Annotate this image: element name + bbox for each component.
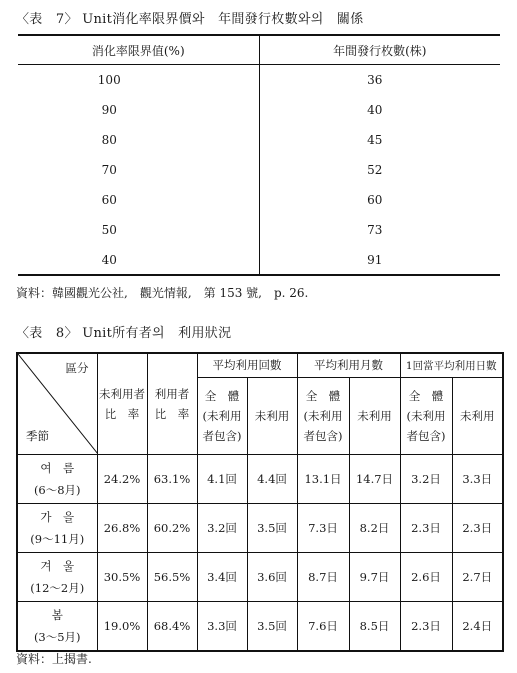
table8-cell: 8.5日 <box>349 602 400 652</box>
table8 <box>16 352 504 652</box>
table8-cell: 19.0% <box>97 602 147 652</box>
table8-corner-bottom: 季節 <box>26 429 49 443</box>
season-months: (9～11月) <box>30 532 85 546</box>
table-row <box>18 155 500 185</box>
table8-cell: 2.3日 <box>452 504 503 553</box>
table8-cell: 3.5回 <box>247 504 297 553</box>
table8-cell: 8.2日 <box>349 504 400 553</box>
table7-cell: 91 <box>259 245 500 275</box>
sub-all-l1: 全 體 <box>408 388 444 403</box>
table-row <box>17 504 503 553</box>
table8-caption: 〈表 8〉 Unit所有者의 利用狀況 <box>16 326 232 341</box>
table8-group-avg-count: 平均利用回數 <box>197 353 297 377</box>
table8-cell: 8.7日 <box>297 553 349 602</box>
table8-cell: 7.6日 <box>297 602 349 652</box>
table8-cell: 13.1日 <box>297 455 349 504</box>
table8-cell: 3.3日 <box>452 455 503 504</box>
season-cell <box>17 602 97 652</box>
table7-cell: 73 <box>259 215 500 245</box>
table7-cell: 50 <box>101 223 117 237</box>
table8-cell: 2.6日 <box>400 553 452 602</box>
table8-cell: 26.8% <box>97 504 147 553</box>
season-cell <box>17 553 97 602</box>
season-name: 봄 <box>51 608 63 622</box>
table8-header-unused-l1: 未利用者 <box>99 387 145 401</box>
season-cell <box>17 504 97 553</box>
season-name: 가 을 <box>40 510 75 524</box>
table8-cell: 9.7日 <box>349 553 400 602</box>
table7-source: 資料：韓國觀光公社, 觀光情報, 第 153 號, p. 26. <box>16 286 309 300</box>
table-row <box>18 125 500 155</box>
table8-cell: 56.5% <box>147 553 197 602</box>
table7-cell: 70 <box>101 163 117 177</box>
table7-caption: 〈表 7〉 Unit消化率限界價와 年間發行枚數와의 關係 <box>16 12 364 27</box>
table7-header-count: 年間發行枚數(株) <box>259 35 500 65</box>
table-row <box>17 602 503 652</box>
table-row <box>18 95 500 125</box>
sub-all-l1: 全 體 <box>204 388 240 403</box>
table8-cell: 3.4回 <box>197 553 247 602</box>
table8-sub-unused: 未利用 <box>247 377 297 454</box>
table8-cell: 3.5回 <box>247 602 297 652</box>
table-row <box>18 65 500 96</box>
table8-header-used-l2: 比 率 <box>154 407 190 421</box>
table-row <box>17 553 503 602</box>
table-row <box>18 245 500 275</box>
table7-cell: 52 <box>259 155 500 185</box>
table8-header-unused-l2: 比 率 <box>104 407 140 421</box>
table-row <box>18 215 500 245</box>
table7-cell: 60 <box>259 185 500 215</box>
table8-cell: 2.4日 <box>452 602 503 652</box>
table-row <box>18 185 500 215</box>
table8-cell: 3.6回 <box>247 553 297 602</box>
season-months: (12～2月) <box>30 581 85 595</box>
table7-cell: 40 <box>259 95 500 125</box>
table8-cell: 3.3回 <box>197 602 247 652</box>
table8-group-avg-days: 1回當平均利用日數 <box>400 353 503 377</box>
table8-header-used-l1: 利用者 <box>154 387 190 401</box>
table8-sub-unused: 未利用 <box>349 377 400 454</box>
table7-header-row <box>18 35 500 65</box>
table8-cell: 30.5% <box>97 553 147 602</box>
sub-all-l2: (未利用 <box>202 408 242 423</box>
table8-header-unused-ratio <box>97 353 147 455</box>
table8-cell: 7.3日 <box>297 504 349 553</box>
table8-cell: 4.1回 <box>197 455 247 504</box>
table7-cell: 100 <box>97 73 121 87</box>
table8-corner-top: 區分 <box>65 361 89 375</box>
table8-cell: 68.4% <box>147 602 197 652</box>
table8-cell: 3.2回 <box>197 504 247 553</box>
table8-cell: 24.2% <box>97 455 147 504</box>
season-months: (3～5月) <box>33 630 81 644</box>
table-row <box>17 455 503 504</box>
sub-all-l3: 者包含) <box>202 428 242 443</box>
table8-corner-cell <box>17 353 97 455</box>
table8-cell: 63.1% <box>147 455 197 504</box>
table8-source: 資料：上揭書. <box>16 652 92 666</box>
table8-cell: 3.2日 <box>400 455 452 504</box>
table8-cell: 14.7日 <box>349 455 400 504</box>
table8-sub-unused: 未利用 <box>452 377 503 454</box>
table7-cell: 80 <box>101 133 117 147</box>
table8-sub-all <box>400 377 452 454</box>
table8-cell: 2.3日 <box>400 504 452 553</box>
table7-cell: 40 <box>18 245 259 275</box>
table7-cell: 90 <box>101 103 117 117</box>
table8-sub-all <box>297 377 349 454</box>
table8-group-avg-months: 平均利用月數 <box>297 353 400 377</box>
table8-sub-all <box>197 377 247 454</box>
table7-cell: 36 <box>259 65 500 96</box>
sub-all-l3: 者包含) <box>406 428 446 443</box>
table8-cell: 4.4回 <box>247 455 297 504</box>
table8-header-used-ratio <box>147 353 197 455</box>
table7-cell: 45 <box>259 125 500 155</box>
table7 <box>18 34 500 276</box>
sub-all-l2: (未利用 <box>303 408 343 423</box>
table8-cell: 2.7日 <box>452 553 503 602</box>
sub-all-l3: 者包含) <box>303 428 343 443</box>
sub-all-l2: (未利用 <box>406 408 446 423</box>
table8-cell: 60.2% <box>147 504 197 553</box>
season-name: 여 름 <box>40 461 75 475</box>
season-months: (6～8月) <box>33 483 81 497</box>
table8-cell: 2.3日 <box>400 602 452 652</box>
season-cell <box>17 455 97 504</box>
sub-all-l1: 全 體 <box>305 388 341 403</box>
season-name: 겨 울 <box>40 559 75 573</box>
table7-cell: 60 <box>101 193 117 207</box>
table7-header-rate: 消化率限界值(%) <box>18 35 259 65</box>
